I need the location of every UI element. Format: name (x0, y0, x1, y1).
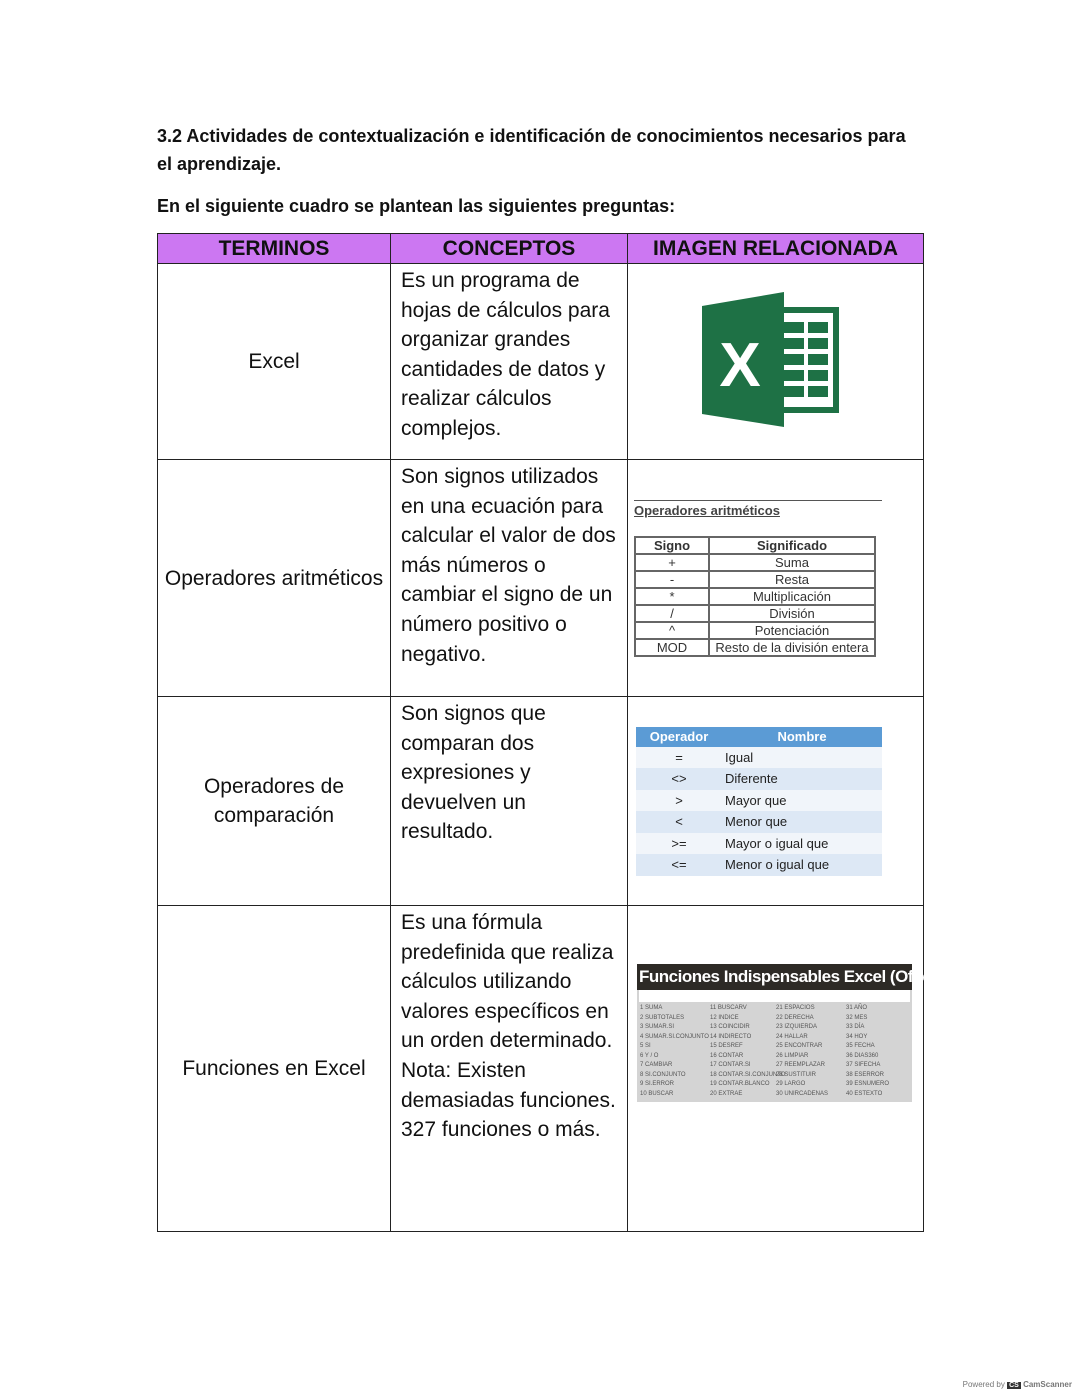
comp-operator: = (636, 747, 722, 769)
excel-functions-image (628, 906, 977, 1232)
table-row (158, 906, 924, 1232)
comp-name: Mayor o igual que (722, 833, 882, 855)
function-item: 18 CONTAR.SI.CONJUNTO (710, 1071, 786, 1078)
arith-row (635, 622, 875, 639)
concepts-table (157, 233, 977, 1232)
arith-meaning: Resto de la división entera (709, 639, 875, 656)
term: Operadores de comparación (158, 697, 391, 906)
comp-operator: < (636, 811, 722, 833)
function-item: 6 Y / O (640, 1052, 659, 1059)
function-item: 13 COINCIDIR (710, 1024, 750, 1030)
comp-row (636, 854, 882, 876)
table-row (158, 264, 924, 460)
comp-name: Mayor que (722, 790, 882, 812)
excel-logo-icon (628, 264, 924, 460)
function-item: 14 INDIRECTO (710, 1033, 752, 1040)
comp-name: Menor que (722, 811, 882, 833)
functions-title: Funciones Indispensables Excel (Office 365) (637, 964, 912, 990)
function-item: 19 CONTAR.BLANCO (710, 1081, 770, 1087)
arith-row (635, 571, 875, 588)
function-item: 5 SI (640, 1043, 651, 1049)
function-item: 7 CAMBIAR (640, 1062, 673, 1068)
header-conceptos: CONCEPTOS (391, 234, 628, 264)
arith-meaning: Resta (709, 571, 875, 588)
function-item: 29 LARGO (776, 1081, 806, 1087)
comp-row (636, 833, 882, 855)
function-item: 26 LIMPIAR (776, 1052, 809, 1059)
comp-operator: >= (636, 833, 722, 855)
comp-row (636, 768, 882, 790)
function-item: 36 DIAS360 (846, 1052, 879, 1059)
function-item: 22 DERECHA (776, 1014, 814, 1021)
powered-by: Powered by (962, 1380, 1005, 1389)
function-item: 24 HALLAR (776, 1033, 808, 1040)
function-item: 9 SI.ERROR (640, 1081, 675, 1087)
function-item: 8 SI.CONJUNTO (640, 1071, 686, 1078)
comp-operator: <= (636, 854, 722, 876)
arith-row (635, 588, 875, 605)
arith-sign: - (635, 571, 709, 588)
function-item: 15 DESREF (710, 1043, 743, 1049)
arith-meaning: Potenciación (709, 622, 875, 639)
arith-sign: MOD (635, 639, 709, 656)
arith-sign: / (635, 605, 709, 622)
arith-meaning: División (709, 605, 875, 622)
svg-text:X: X (718, 330, 761, 400)
function-item: 3 SUMAR.SI (640, 1024, 675, 1030)
intro-text: En el siguiente cuadro se plantean las siguientes preguntas: (157, 196, 676, 216)
comp-name: Igual (722, 747, 882, 769)
function-item: 10 BUSCAR (640, 1090, 674, 1097)
term: Operadores aritméticos (158, 460, 391, 697)
camscanner-footer: Powered by CS CamScanner (962, 1380, 1072, 1389)
function-item: 30 UNIRCADENAS (776, 1090, 829, 1097)
comp-operator: <> (636, 768, 722, 790)
function-item: 21 ESPACIOS (776, 1005, 815, 1011)
comp-header: Nombre (722, 727, 882, 747)
comp-row (636, 790, 882, 812)
comp-row (636, 747, 882, 769)
arith-header: Significado (709, 537, 875, 554)
comp-header: Operador (636, 727, 722, 747)
function-item: 1 SUMA (640, 1005, 663, 1011)
concept: Es una fórmula predefinida que realiza cálculos utilizando valores específicos en un orden determinado. Nota: Existen demasiadas funciones. 327 funciones o más. (391, 906, 628, 1232)
function-item: 12 INDICE (710, 1014, 739, 1021)
function-item: 2 SUBTOTALES (640, 1014, 685, 1021)
function-item: 33 DÍA (846, 1024, 865, 1030)
arith-sign: * (635, 588, 709, 605)
function-item: 35 FECHA (846, 1043, 875, 1049)
header-terminos: TERMINOS (158, 234, 391, 264)
arith-row (635, 554, 875, 571)
arith-row (635, 605, 875, 622)
section-heading: 3.2 Actividades de contextualización e identificación de conocimientos necesarios para el aprendizaje. (157, 126, 906, 174)
function-item: 4 SUMAR.SI.CONJUNTO (640, 1033, 709, 1040)
function-item: 37 SIFECHA (846, 1062, 881, 1068)
arith-meaning: Suma (709, 554, 875, 571)
camscanner-brand: CamScanner (1023, 1380, 1072, 1389)
function-item: 38 ESERROR (846, 1071, 885, 1078)
arith-sign: + (635, 554, 709, 571)
concept: Son signos que comparan dos expresiones y devuelven un resultado. (391, 697, 628, 906)
term: Funciones en Excel (158, 906, 391, 1232)
comp-name: Diferente (722, 768, 882, 790)
header-imagen: IMAGEN RELACIONADA (628, 234, 924, 264)
arith-header: Signo (635, 537, 709, 554)
function-item: 20 EXTRAE (710, 1090, 743, 1097)
function-item: 34 HOY (846, 1033, 868, 1040)
table-header (158, 234, 924, 264)
concept: Son signos utilizados en una ecuación para calcular el valor de dos más números o cambiar el signo de un número positivo o negativo. (391, 460, 628, 697)
concept: Es un programa de hojas de cálculos para organizar grandes cantidades de datos y realizar cálculos complejos. (391, 264, 628, 460)
function-item: 17 CONTAR.SI (710, 1062, 751, 1068)
arith-sign: ^ (635, 622, 709, 639)
function-item: 39 ESNUMERO (846, 1081, 890, 1087)
arith-title: Operadores aritméticos (634, 500, 882, 518)
comp-operator: > (636, 790, 722, 812)
function-item: 16 CONTAR (710, 1052, 744, 1059)
function-item: 28 SUSTITUIR (776, 1071, 817, 1078)
arith-row (635, 639, 875, 656)
comp-row (636, 811, 882, 833)
function-item: 40 ESTEXTO (846, 1090, 883, 1097)
function-item: 25 ENCONTRAR (776, 1043, 823, 1049)
table-row (158, 460, 924, 697)
comp-name: Menor o igual que (722, 854, 882, 876)
function-item: 31 AÑO (846, 1005, 868, 1011)
function-item: 27 REEMPLAZAR (776, 1062, 826, 1068)
function-item: 11 BUSCARV (710, 1005, 747, 1011)
arithmetic-operators-image (628, 460, 924, 697)
function-item: 23 IZQUIERDA (776, 1024, 818, 1030)
comparison-operators-image (628, 697, 924, 906)
arith-meaning: Multiplicación (709, 588, 875, 605)
table-row (158, 697, 924, 906)
function-item: 32 MES (846, 1014, 868, 1021)
term: Excel (158, 264, 391, 460)
